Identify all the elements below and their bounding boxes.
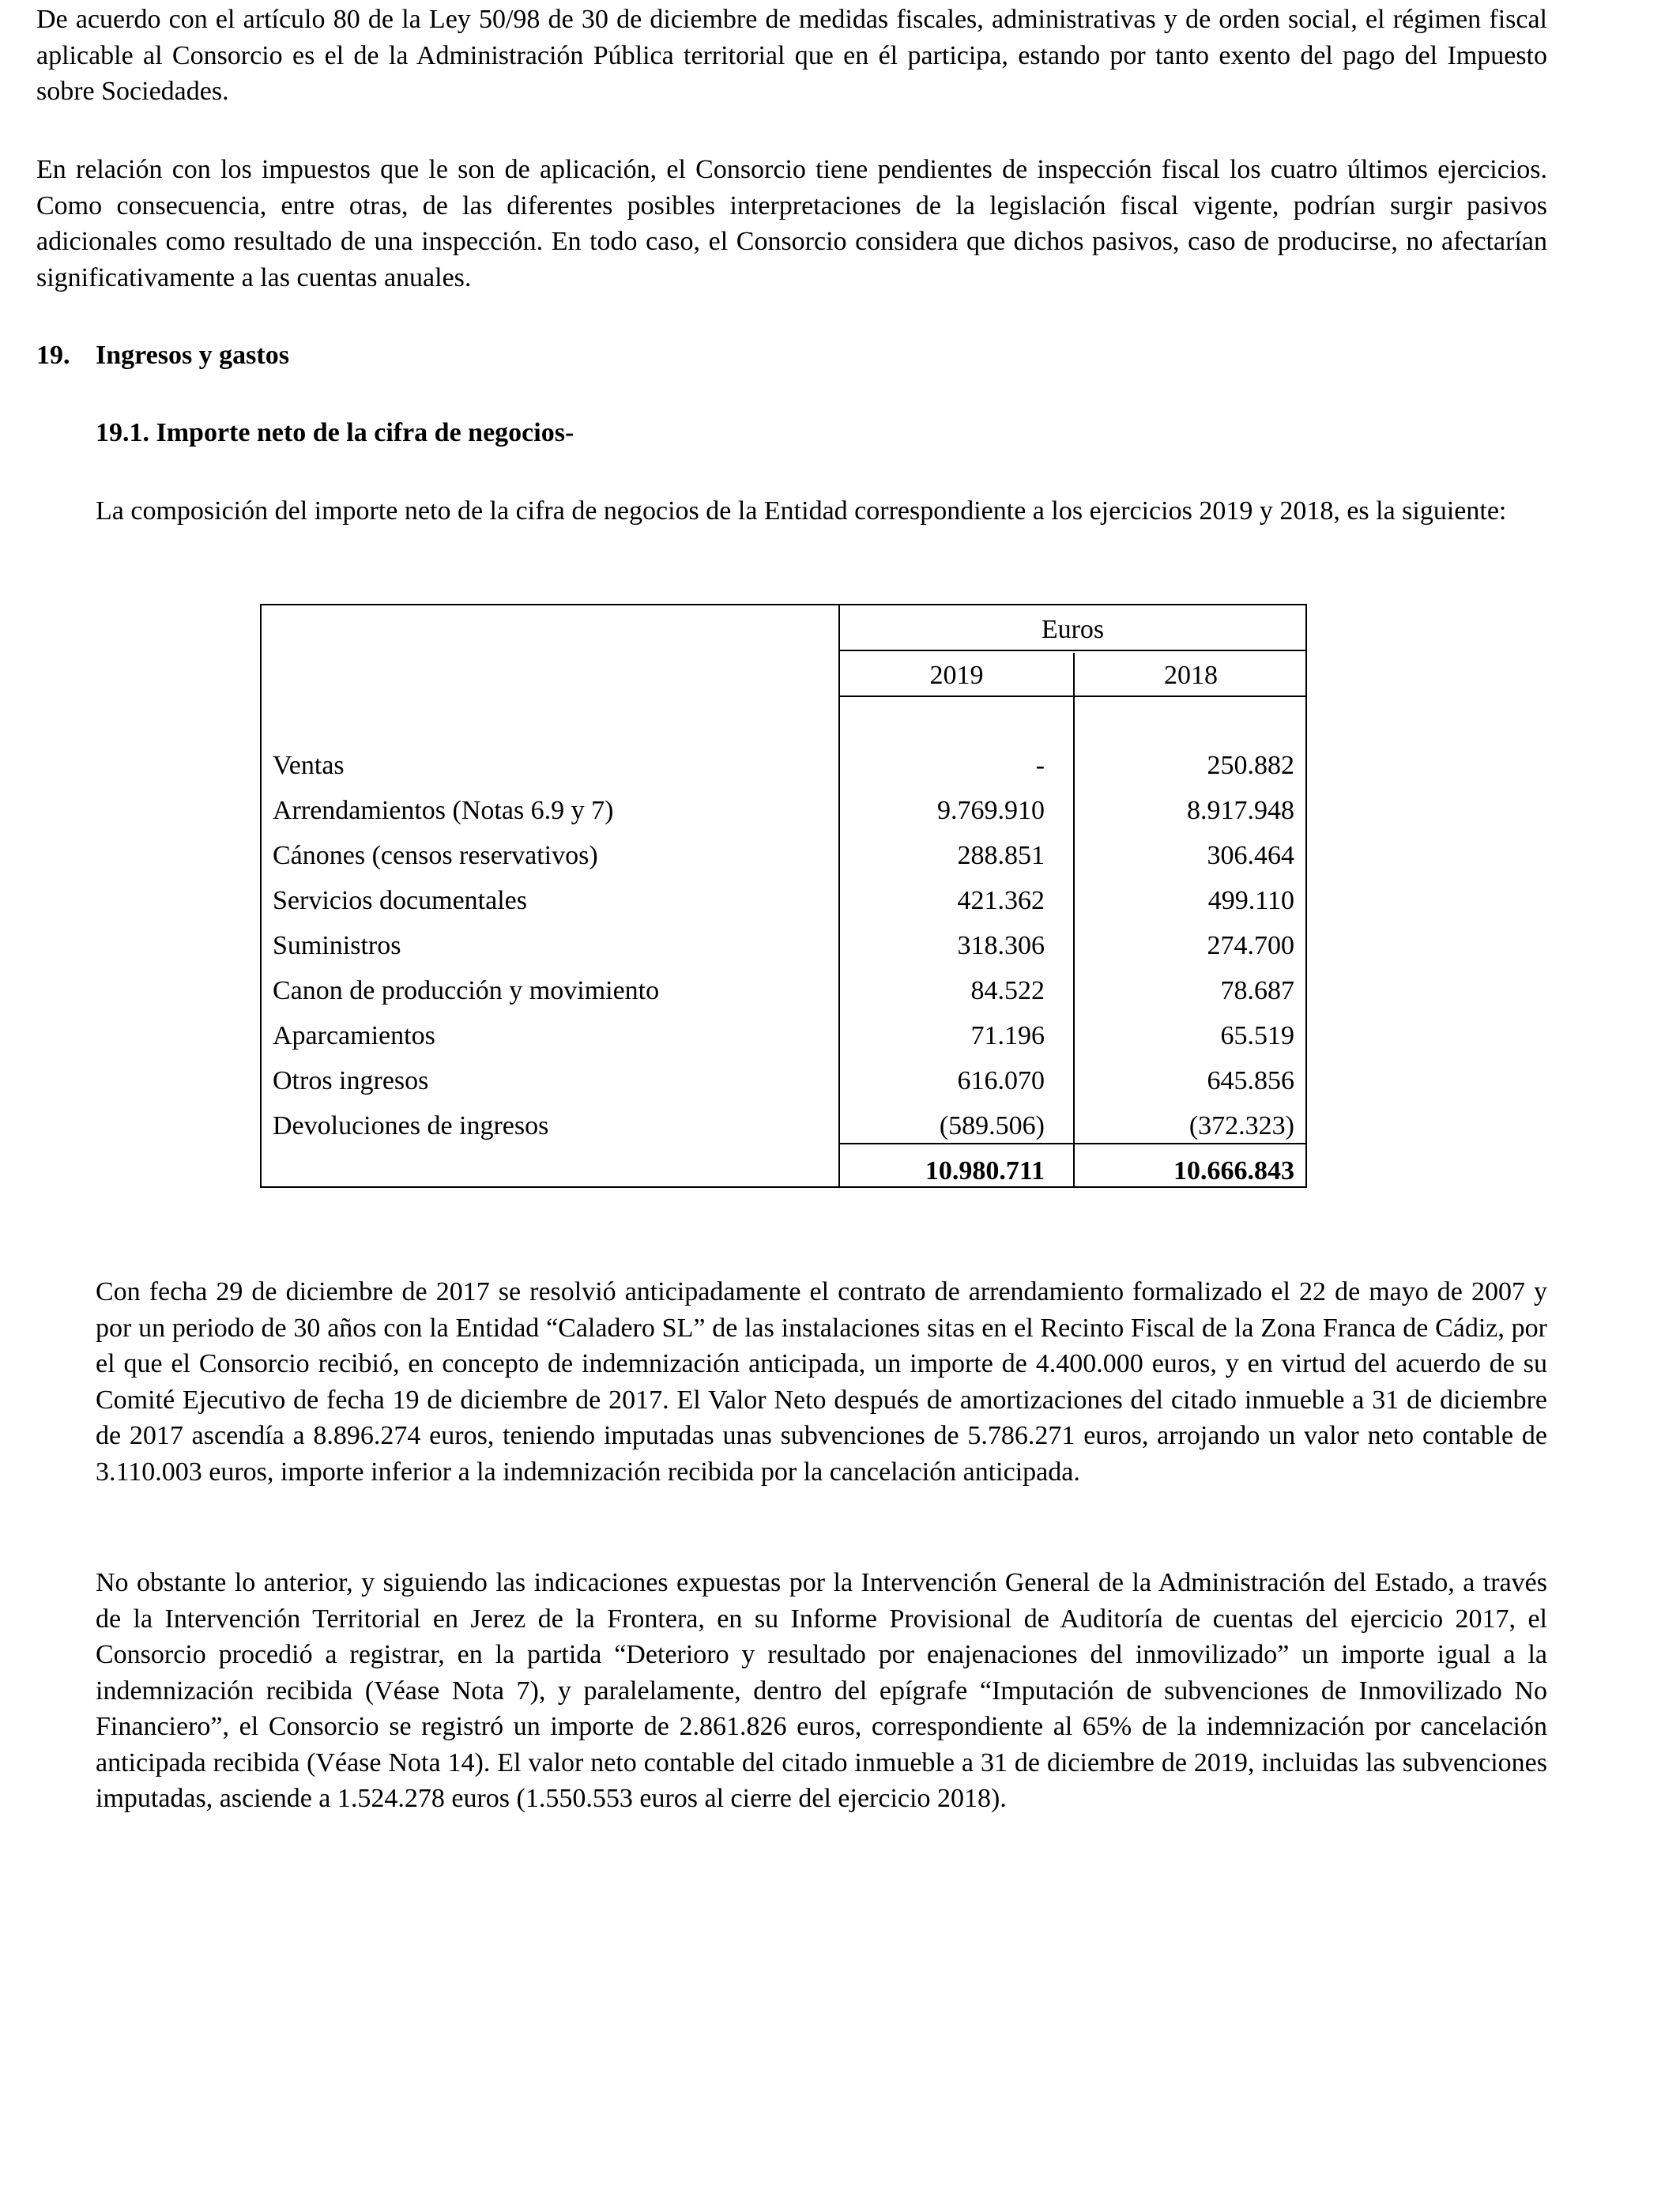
row-value-2018: 65.519 [1220, 1021, 1294, 1050]
row-value-2019: 421.362 [957, 886, 1045, 915]
row-value-2018: 499.110 [1207, 886, 1294, 915]
row-label: Suministros [273, 931, 401, 960]
section-number: 19. [36, 341, 70, 370]
table-row [262, 883, 1305, 927]
row-value-2019: 318.306 [957, 931, 1045, 960]
table-row [262, 838, 1305, 882]
row-label: Cánones (censos reservativos) [273, 841, 598, 870]
total-2019: 10.980.711 [925, 1156, 1045, 1186]
table-row [262, 793, 1305, 837]
row-value-2018: 78.687 [1220, 976, 1294, 1005]
row-value-2019: 9.769.910 [937, 796, 1045, 825]
unit-header: Euros [1041, 615, 1105, 644]
row-value-2018: 274.700 [1207, 931, 1294, 960]
table-total-row [262, 1153, 1305, 1197]
section-heading [36, 337, 289, 374]
paragraph-tax-inspection: En relación con los impuestos que le son de aplicación, el Consorcio tiene pendientes de inspección fiscal los cuatro últimos ejercicios. Como consecuencia, entre otras, de las diferentes posibles interpretaciones de la legislación fiscal vigente, podrían surgir pasivos adicionales como resultado de una inspección. En todo caso, el Consorcio considera que dichos pasivos, caso de producirse, no afectarían significativamente a las cuentas anuales. [36, 155, 1547, 292]
subsection-heading: 19.1. Importe neto de la cifra de negocios- [96, 418, 574, 447]
row-value-2019: 616.070 [957, 1066, 1045, 1095]
paragraph-fiscal-regime: De acuerdo con el artículo 80 de la Ley 50/98 de 30 de diciembre de medidas fiscales, administrativas y de orden social, el régimen fiscal aplicable al Consorcio es el de la Administración Pública territorial que en él participa, estando por tanto exento del pago del Impuesto sobre Sociedades. [36, 5, 1547, 106]
row-value-2018: 8.917.948 [1187, 796, 1294, 825]
row-value-2019: 71.196 [970, 1021, 1045, 1050]
row-value-2019: - [1035, 751, 1045, 780]
row-value-2018: 250.882 [1207, 751, 1294, 780]
row-value-2018: 306.464 [1207, 841, 1294, 870]
row-label: Canon de producción y movimiento [273, 976, 660, 1005]
row-label: Aparcamientos [273, 1021, 435, 1050]
table-row [262, 1063, 1305, 1107]
paragraph-audit-registration: No obstante lo anterior, y siguiendo las indicaciones expuestas por la Intervención General de la Administración del Estado, a través de la Intervención Territorial en Jerez de la Frontera, en su Informe Provisional de Auditoría de cuentas del ejercicio 2017, el Consorcio procedió a registrar, en la partida “Deterioro y resultado por enajenaciones del inmovilizado” un importe igual a la indemnización recibida (Véase Nota 7), y paralelamente, dentro del epígrafe “Imputación de subvenciones de Inmovilizado No Financiero”, el Consorcio se registró un importe de 2.861.826 euros, correspondiente al 65% de la indemnización por cancelación anticipada recibida (Véase Nota 14). El valor neto contable del citado inmueble a 31 de diciembre de 2019, incluidas las subvenciones imputadas, asciende a 1.524.278 euros (1.550.553 euros al cierre del ejercicio 2018). [96, 1568, 1547, 1813]
total-2018: 10.666.843 [1173, 1156, 1294, 1186]
row-value-2019: 288.851 [957, 841, 1045, 870]
year-header-2019: 2019 [929, 661, 984, 690]
row-label: Servicios documentales [273, 886, 527, 915]
paragraph-table-intro: La composición del importe neto de la cifra de negocios de la Entidad correspondiente a los ejercicios 2019 y 2018, es la siguiente: [96, 496, 1507, 526]
row-label: Arrendamientos (Notas 6.9 y 7) [273, 796, 614, 825]
row-value-2019: 84.522 [970, 976, 1045, 1005]
paragraph-lease-termination: Con fecha 29 de diciembre de 2017 se resolvió anticipadamente el contrato de arrendamiento formalizado el 22 de mayo de 2007 y por un periodo de 30 años con la Entidad “Caladero SL” de las instalaciones sitas en el Recinto Fiscal de la Zona Franca de Cádiz, por el que el Consorcio recibió, en concepto de indemnización anticipada, un importe de 4.400.000 euros, y en virtud del acuerdo de su Comité Ejecutivo de fecha 19 de diciembre de 2017. El Valor Neto después de amortizaciones del citado inmueble a 31 de diciembre de 2017 ascendía a 8.896.274 euros, teniendo imputadas unas subvenciones de 5.786.271 euros, arrojando un valor neto contable de 3.110.003 euros, importe inferior a la indemnización recibida por la cancelación anticipada. [96, 1277, 1547, 1487]
row-value-2019: (589.506) [939, 1111, 1045, 1140]
row-value-2018: (372.323) [1188, 1111, 1294, 1140]
year-header-2018: 2018 [1164, 661, 1218, 690]
row-label: Devoluciones de ingresos [273, 1111, 549, 1140]
table-divider [838, 696, 1305, 697]
row-value-2018: 645.856 [1207, 1066, 1294, 1095]
table-row [262, 973, 1305, 1017]
table-row [262, 1018, 1305, 1062]
row-label: Ventas [273, 751, 345, 780]
table-row [262, 748, 1305, 792]
table-divider [838, 650, 1305, 651]
revenue-table [260, 604, 1307, 1188]
row-label: Otros ingresos [273, 1066, 429, 1095]
section-title: Ingresos y gastos [96, 341, 289, 370]
table-row [262, 1108, 1305, 1152]
table-row [262, 928, 1305, 972]
